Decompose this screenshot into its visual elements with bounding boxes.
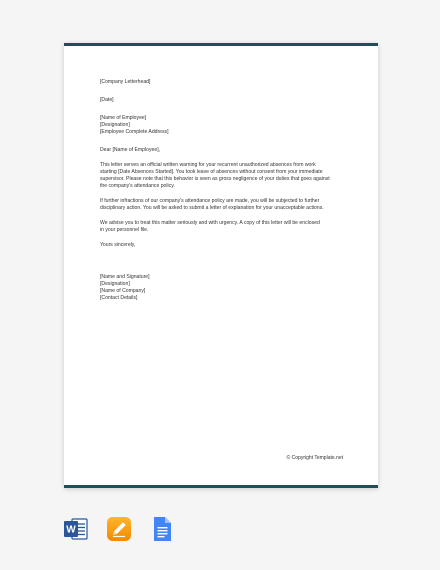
signature-contact: [Contact Details] <box>100 295 138 301</box>
paragraph-3-line-2: in your personnel file. <box>100 227 149 233</box>
copyright-footer: © Copyright Template.net <box>286 455 343 461</box>
pages-icon[interactable] <box>106 516 132 542</box>
google-docs-icon[interactable] <box>149 516 175 542</box>
company-letterhead: [Company Letterhead] <box>100 79 151 85</box>
signature-name: [Name and Signature] <box>100 274 150 280</box>
paragraph-1-line-2: starting [Date Absences Started]. You took leave of absences without consent from your immediate <box>100 169 323 175</box>
paragraph-2-line-1: If further infractions of our company's attendance policy are made, you will be subjected to further <box>100 198 320 204</box>
recipient-designation: [Designation] <box>100 122 130 128</box>
paragraph-1-line-1: This letter serves an official written warning for your recurrent unauthorized absences from work <box>100 162 316 168</box>
word-letter: W <box>66 524 76 536</box>
closing: Yours sincerely, <box>100 242 136 248</box>
salutation: Dear [Name of Employee], <box>100 147 161 153</box>
paragraph-2 <box>100 198 356 212</box>
letter-body <box>100 79 356 302</box>
paragraph-3 <box>100 220 356 234</box>
compatible-apps <box>63 515 175 543</box>
letter-page <box>64 43 378 488</box>
paragraph-2-line-2: disciplinary action. You will be asked to submit a letter of explanation for your unacceptable actions. <box>100 205 324 211</box>
recipient-address: [Employee Complete Address] <box>100 129 169 135</box>
signature-company: [Name of Company] <box>100 288 146 294</box>
signature-designation: [Designation] <box>100 281 130 287</box>
word-icon[interactable] <box>63 516 89 542</box>
paragraph-1-line-3: supervisor. Please note that this behavior is seen as gross negligence of your duties that goes against <box>100 176 330 182</box>
recipient-name: [Name of Employee] <box>100 115 147 121</box>
paragraph-1 <box>100 162 356 190</box>
paragraph-3-line-1: We advise you to treat this matter seriously and with urgency. A copy of this letter will be enclosed <box>100 220 320 226</box>
letter-date: [Date] <box>100 97 114 103</box>
paragraph-1-line-4: the company's attendance policy. <box>100 183 175 189</box>
